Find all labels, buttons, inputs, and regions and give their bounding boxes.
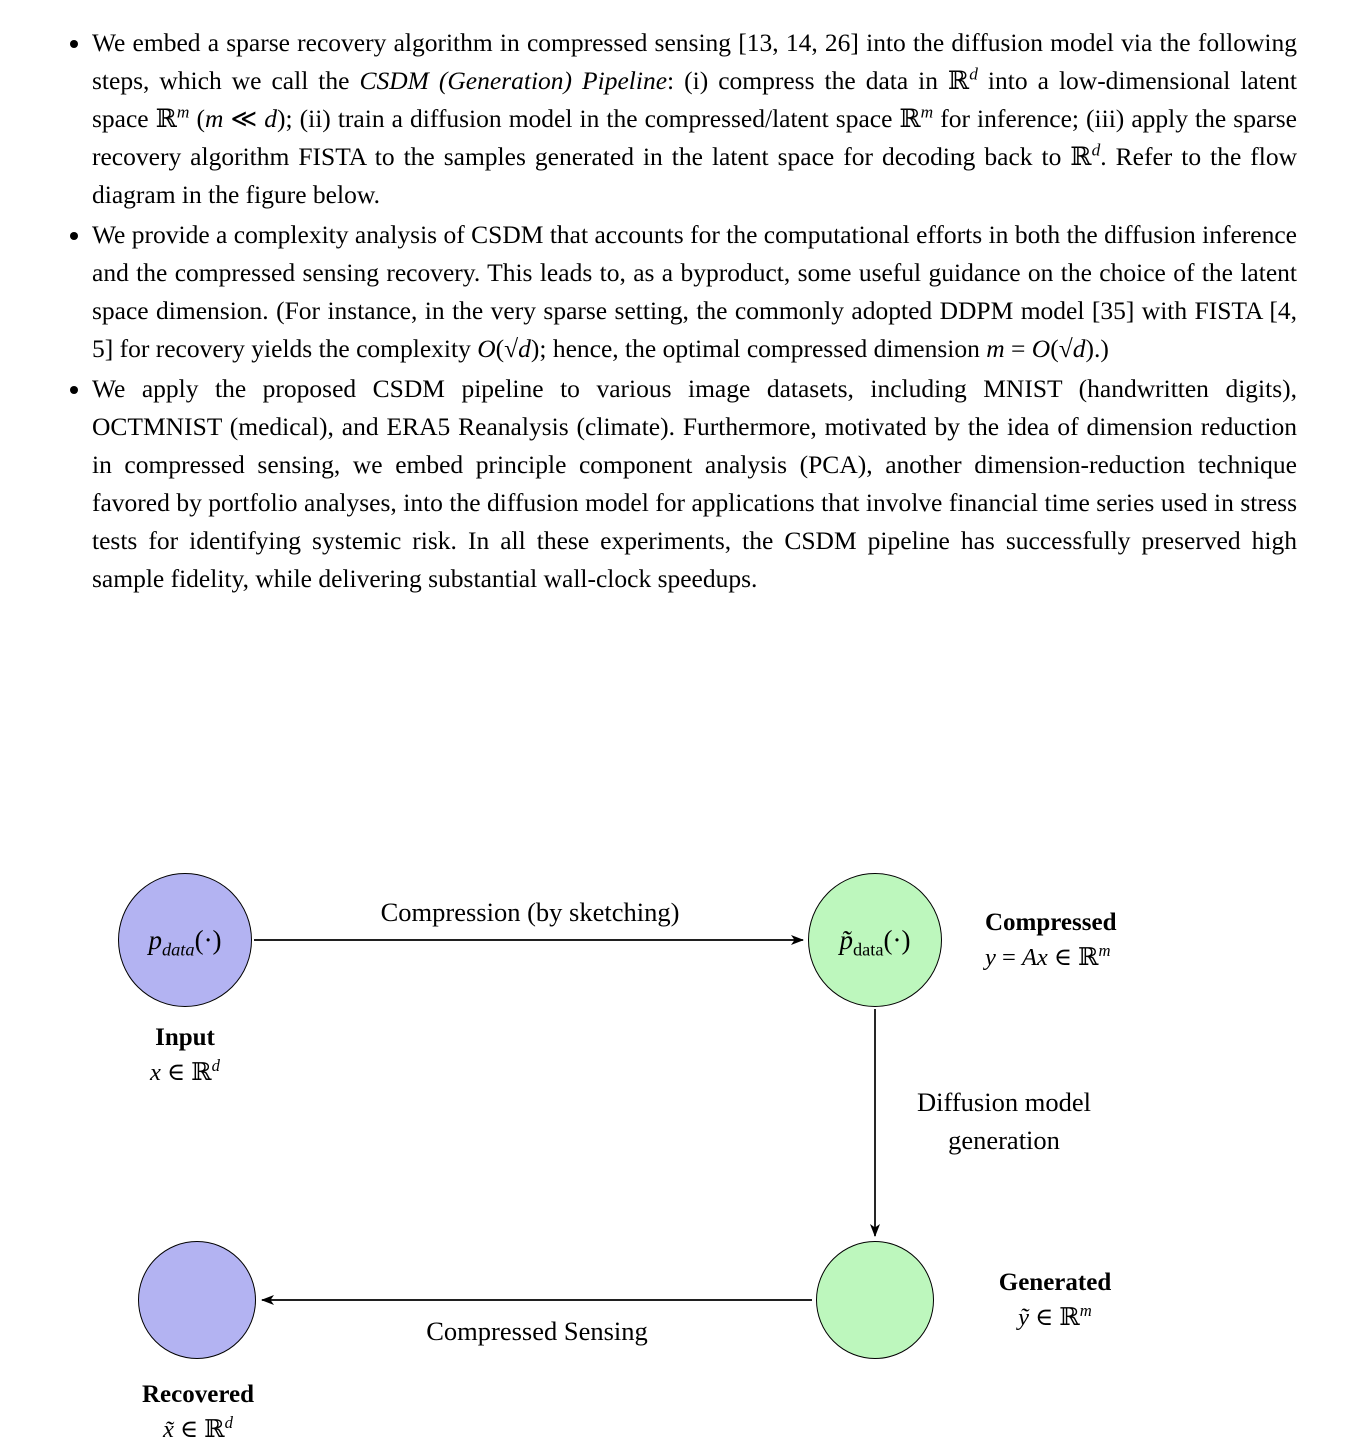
recovered-node <box>138 1241 256 1359</box>
bullet-list <box>56 24 1297 598</box>
input-caption <box>85 1020 285 1090</box>
bullet-list-block <box>0 0 1349 598</box>
bullet-item-complexity: • We provide a complexity analysis of CSDM that accounts for the computational efforts in both the diffusion inference and the compressed sensing recovery. This leads to, as a byproduct, some useful guidance on the choice of the latent space dimension. (For instance, in the very sparse setting, the commonly adopted DDPM model [35] with FISTA [4, 5] for recovery yields the complexity O(√d); hence, the optimal compressed dimension m = O(√d).) <box>92 216 1297 368</box>
input-caption-math: x ∈ ℝ$^d$ <box>150 1055 220 1086</box>
diffusion-edge-label <box>884 1083 1124 1159</box>
recovered-caption <box>96 1377 300 1447</box>
input-caption-title: Input <box>155 1024 215 1051</box>
compressed-caption-math: y = Ax ∈ ℝ$^m$ <box>985 940 1111 971</box>
sensing-edge-label: Compressed Sensing <box>426 1316 648 1346</box>
diffusion-edge-label-line2: generation <box>948 1125 1060 1155</box>
compression-edge-label: Compression (by sketching) <box>380 897 680 927</box>
bullet-item-experiments: • We apply the proposed CSDM pipeline to various image datasets, including MNIST (handwritten digits), OCTMNIST (medical), and ERA5 Reanalysis (climate). Furthermore, motivated by the idea of dimension reduction in compressed sensing, we embed principle component analysis (PCA), another dimension-reduction technique favored by portfolio analyses, into the diffusion model for applications that involve financial time series used in stress tests for identifying systemic risk. In all these experiments, the CSDM pipeline has successfully preserved high sample fidelity, while delivering substantial wall-clock speedups. <box>92 370 1297 598</box>
compressed-caption-title: Compressed <box>985 909 1117 936</box>
diffusion-edge-label-line1: Diffusion model <box>917 1087 1091 1117</box>
compressed-caption <box>985 905 1265 975</box>
compressed-node <box>808 873 942 1007</box>
generated-node <box>816 1241 934 1359</box>
generated-caption-title: Generated <box>998 1269 1112 1296</box>
input-node-label: $p_{data}(\cdot)$ <box>148 924 222 959</box>
generated-caption-math: ỹ ∈ ℝ$^m$ <box>1018 1300 1092 1331</box>
bullet-item-pipeline: • We embed a sparse recovery algorithm in compressed sensing [13, 14, 26] into the diffusion model via the following steps, which we call the CSDM (Generation) Pipeline: (i) compress the data in ℝ$^d$ into a low-dimensional latent space ℝ$^m$ (m ≪ d); (ii) train a diffusion model in the compressed/latent space ℝ$^m$ for inference; (iii) apply the sparse recovery algorithm FISTA to the samples generated in the latent space for decoding back to ℝ$^d$. Refer to the flow diagram in the figure below. <box>92 24 1297 214</box>
recovered-caption-math: x̃ ∈ ℝ$^d$ <box>163 1412 233 1443</box>
input-node <box>118 873 252 1007</box>
generated-caption <box>955 1265 1155 1335</box>
csdm-flow-diagram <box>0 855 1349 1455</box>
compressed-node-label: $p̃_{data}(\cdot)$ <box>839 924 911 959</box>
recovered-caption-title: Recovered <box>142 1381 254 1408</box>
